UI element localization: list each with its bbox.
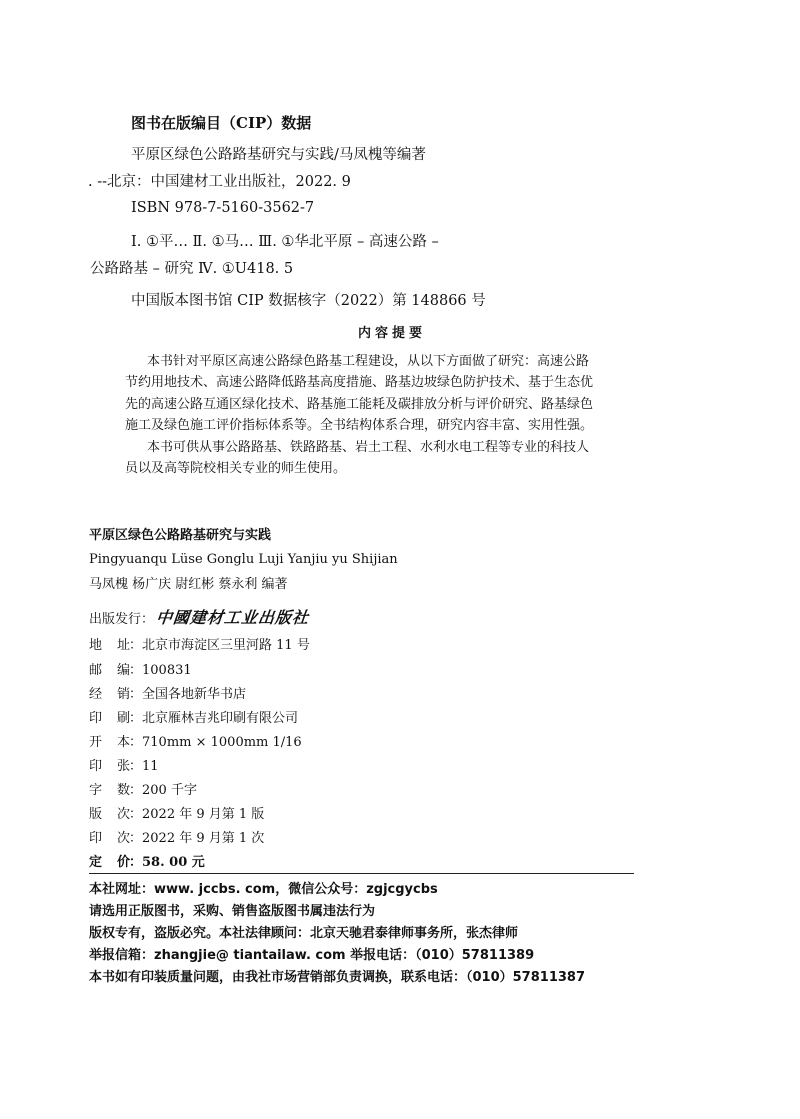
info-key: 版: [89, 807, 103, 822]
info-value: 北京雁林吉兆印刷有限公司: [142, 711, 299, 726]
info-key: 邮: [89, 663, 103, 678]
footer-report: 举报信箱：zhangjie@ tiantailaw. com 举报电话：（010）57811389: [89, 948, 535, 963]
book-authors: 马凤槐 杨广庆 尉红彬 蔡永利 编著: [89, 577, 288, 592]
info-row-printing: 印 次：2022 年 9 月第 1 次: [89, 831, 265, 846]
cip-line: Ⅰ. ①平… Ⅱ. ①马… Ⅲ. ①华北平原 – 高速公路 –: [131, 234, 439, 250]
info-row-price: 定 价：58. 00 元: [89, 855, 205, 870]
divider-line: [89, 873, 634, 874]
info-key: 开: [89, 735, 103, 750]
info-row-distribution: 经 销：全国各地新华书店: [89, 687, 247, 702]
publisher-label: 出版发行：: [89, 612, 155, 627]
info-key: 编: [117, 663, 131, 678]
cip-line: 公路路基 – 研究 Ⅳ. ①U418. 5: [90, 261, 294, 277]
info-value: 100831: [142, 663, 192, 678]
info-key: 字: [89, 783, 103, 798]
info-value: 北京市海淀区三里河路 11 号: [142, 638, 310, 653]
price-value: 58. 00 元: [142, 855, 205, 870]
info-key: 销: [117, 687, 131, 702]
summary-line: 施工及绿色施工评价指标体系等。全书结构体系合理，研究内容丰富、实用性强。: [125, 418, 594, 433]
cip-isbn: ISBN 978-7-5160-3562-7: [131, 200, 315, 216]
info-value: 11: [142, 759, 159, 774]
info-row-word-count: 字 数：200 千字: [89, 783, 197, 798]
summary-line: 本书可供从事公路路基、铁路路基、岩土工程、水利水电工程等专业的科技人: [147, 440, 590, 455]
cip-heading: 图书在版编目（CIP）数据: [131, 114, 312, 132]
info-row-printer: 印 刷：北京雁林吉兆印刷有限公司: [89, 711, 299, 726]
info-key: 数: [117, 783, 131, 798]
cip-number: 中国版本图书馆 CIP 数据核字（2022）第 148866 号: [131, 293, 486, 309]
info-key: 刷: [117, 711, 131, 726]
info-key: 次: [117, 831, 131, 846]
info-key: 址: [117, 638, 131, 653]
publisher-logo: 中國建材工业出版社: [155, 608, 311, 627]
info-row-address: 地 址：北京市海淀区三里河路 11 号: [89, 638, 310, 653]
footer-warning: 请选用正版图书，采购、销售盗版图书属违法行为: [89, 904, 376, 919]
summary-line: 节约用地技术、高速公路降低路基高度措施、路基边坡绿色防护技术、基于生态优: [125, 375, 594, 390]
info-key: 次: [117, 807, 131, 822]
info-key: 本: [117, 735, 131, 750]
info-key: 印: [89, 759, 103, 774]
cip-line: . --北京：中国建材工业出版社，2022. 9: [88, 174, 351, 190]
summary-line: 本书针对平原区高速公路绿色路基工程建设，从以下方面做了研究：高速公路: [147, 354, 590, 369]
info-row-edition: 版 次：2022 年 9 月第 1 版: [89, 807, 265, 822]
info-key: 经: [89, 687, 103, 702]
info-key: 张: [117, 759, 131, 774]
info-key: 地: [89, 638, 103, 653]
info-key: 定: [89, 855, 103, 870]
info-row-postcode: 邮 编：100831: [89, 663, 192, 678]
footer-website: 本社网址：www. jccbs. com，微信公众号：zgjcgycbs: [89, 882, 438, 897]
info-key: 印: [89, 711, 103, 726]
footer-quality: 本书如有印装质量问题，由我社市场营销部负责调换，联系电话：（010）57811387: [89, 970, 585, 985]
info-row-format: 开 本：710mm × 1000mm 1/16: [89, 735, 302, 750]
info-row-sheets: 印 张：11: [89, 759, 159, 774]
book-title: 平原区绿色公路路基研究与实践: [89, 528, 272, 543]
info-value: 710mm × 1000mm 1/16: [142, 735, 302, 750]
info-value: 200 千字: [142, 783, 197, 798]
summary-line: 员以及高等院校相关专业的师生使用。: [125, 461, 347, 476]
copyright-notice: 版权专有，盗版必究。: [89, 926, 220, 941]
info-value: 2022 年 9 月第 1 版: [142, 807, 265, 822]
publisher-row: [89, 610, 309, 626]
cip-line: 平原区绿色公路路基研究与实践/马凤槐等编著: [131, 147, 426, 163]
legal-advisor: 本社法律顾问：北京天驰君泰律师事务所，张杰律师: [219, 926, 519, 941]
book-pinyin-title: Pingyuanqu Lüse Gonglu Luji Yanjiu yu Shijian: [89, 552, 398, 567]
summary-line: 先的高速公路互通区绿化技术、路基施工能耗及碳排放分析与评价研究、路基绿色: [125, 397, 594, 412]
footer-copyright: [89, 927, 518, 940]
info-key: 印: [89, 831, 103, 846]
info-value: 2022 年 9 月第 1 次: [142, 831, 265, 846]
info-key: 价: [117, 855, 131, 870]
summary-heading: 内容提要: [358, 326, 427, 341]
info-value: 全国各地新华书店: [142, 687, 247, 702]
